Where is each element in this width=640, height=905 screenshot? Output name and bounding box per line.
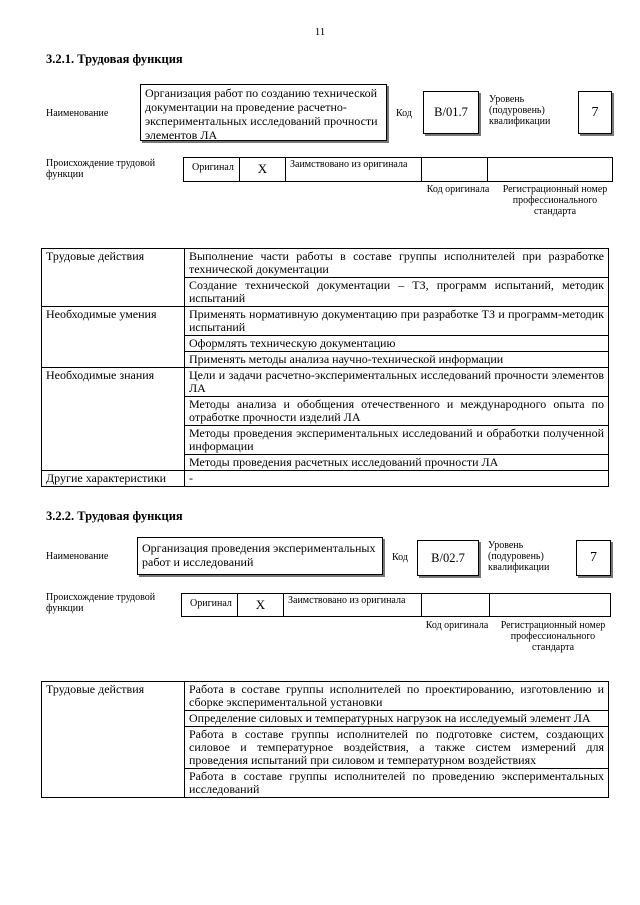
table-row (42, 471, 609, 487)
borrowed-cell-2: Заимствовано из оригинала (284, 594, 422, 616)
code-value-1: B/01.7 (434, 105, 468, 119)
function-name-text-2: Организация проведения экспериментальных работ и исследований (142, 541, 376, 569)
item-cell: Оформлять техническую документацию (185, 336, 609, 352)
origin-label-1: Происхождение трудовой функции (46, 158, 156, 180)
original-cell-2: Оригинал (182, 594, 238, 616)
item-cell: Методы проведения расчетных исследований прочности ЛА (185, 455, 609, 471)
level-value-2: 7 (590, 550, 597, 565)
labor-table-1 (41, 248, 609, 487)
name-label-2: Наименование (46, 551, 109, 562)
code-box-2 (417, 540, 479, 576)
name-label-1: Наименование (46, 108, 109, 119)
item-cell: Создание технической документации – ТЗ, программ испытаний, методик испытаний (185, 278, 609, 307)
function-name-box-2 (137, 537, 383, 575)
table-row (42, 249, 609, 278)
category-cell: Другие характеристики (42, 471, 185, 487)
page-number: 11 (314, 26, 326, 38)
labor-table-2 (41, 681, 609, 798)
level-box-2 (576, 540, 611, 576)
level-box-1 (578, 91, 612, 134)
borrowed-cell-1: Заимствовано из оригинала (286, 158, 422, 181)
origin-table-1 (183, 157, 613, 182)
level-value-1: 7 (591, 105, 599, 120)
category-cell: Трудовые действия (42, 682, 185, 798)
code-value-2: B/02.7 (431, 551, 465, 565)
item-cell: Работа в составе группы исполнителей по проектированию, изготовлению и сборке экспериментальной установки (185, 682, 609, 711)
item-cell: Работа в составе группы исполнителей по подготовке систем, создающих силовое и температурное воздействия, а также систем измерений для проведения испытаний при силовом и температурном воздействиях (185, 727, 609, 769)
reg-number-caption-2: Регистрационный номер профессионального стандарта (500, 620, 606, 653)
original-mark-2: X (238, 594, 284, 616)
item-cell: - (185, 471, 609, 487)
section-heading-2: 3.2.2. Трудовая функция (46, 509, 183, 523)
item-cell: Методы проведения экспериментальных исследований и обработки полученной информации (185, 426, 609, 455)
reg-number-cell-1 (488, 158, 612, 181)
origin-label-2: Происхождение трудовой функции (46, 592, 156, 614)
item-cell: Выполнение части работы в составе группы исполнителей при разработке технической документации (185, 249, 609, 278)
item-cell: Методы анализа и обобщения отечественного и международного опыта по отработке прочности изделий ЛА (185, 397, 609, 426)
original-cell-1: Оригинал (184, 158, 240, 181)
origin-table-2 (181, 593, 611, 617)
function-name-text-1: Организация работ по созданию технической документации на проведение расчетно-экспериментальных исследований прочности элементов ЛА (145, 86, 378, 142)
item-cell: Применять нормативную документацию при разработке ТЗ и программ-методик испытаний (185, 307, 609, 336)
reg-number-caption-1: Регистрационный номер профессионального стандарта (502, 184, 608, 217)
table-row (42, 307, 609, 336)
code-box-1 (423, 91, 479, 134)
orig-code-cell-1 (422, 158, 488, 181)
function-name-box-1 (140, 84, 387, 141)
section-heading-1: 3.2.1. Трудовая функция (46, 52, 183, 66)
item-cell: Работа в составе группы исполнителей по проведению экспериментальных исследований (185, 769, 609, 798)
original-mark-1: X (240, 158, 286, 181)
item-cell: Цели и задачи расчетно-экспериментальных исследований прочности элементов ЛА (185, 368, 609, 397)
level-label-1: Уровень (подуровень) квалификации (489, 94, 551, 127)
orig-code-cell-2 (422, 594, 490, 616)
category-cell: Трудовые действия (42, 249, 185, 307)
category-cell: Необходимые знания (42, 368, 185, 471)
item-cell: Применять методы анализа научно-технической информации (185, 352, 609, 368)
reg-number-cell-2 (490, 594, 610, 616)
code-label-2: Код (392, 552, 408, 563)
item-cell: Определение силовых и температурных нагрузок на исследуемый элемент ЛА (185, 711, 609, 727)
level-label-2: Уровень (подуровень) квалификации (488, 540, 550, 573)
orig-code-caption-1: Код оригинала (426, 184, 490, 195)
category-cell: Необходимые умения (42, 307, 185, 368)
table-row (42, 368, 609, 397)
code-label-1: Код (396, 108, 412, 119)
table-row (42, 682, 609, 711)
orig-code-caption-2: Код оригинала (425, 620, 489, 631)
